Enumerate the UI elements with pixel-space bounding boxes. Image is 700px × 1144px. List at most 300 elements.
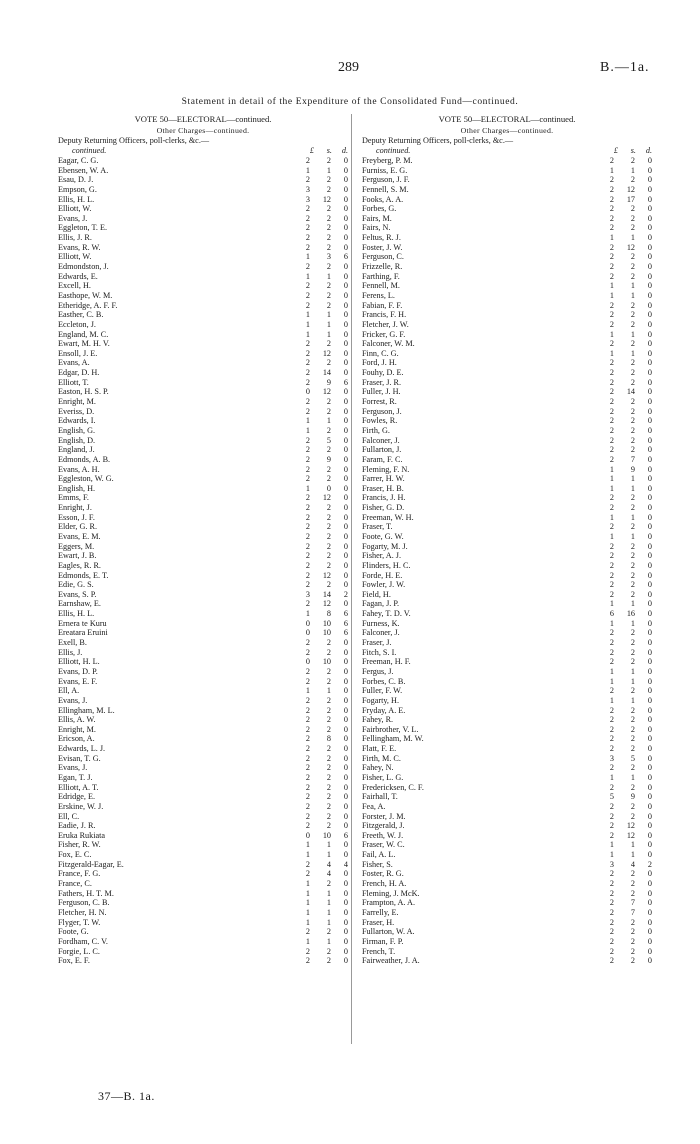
amount-shillings: 2 xyxy=(630,493,635,503)
amount-pence: 0 xyxy=(647,165,652,175)
amount-shillings: 2 xyxy=(630,715,635,725)
category-continued-row xyxy=(58,146,348,156)
entry-row xyxy=(58,667,348,677)
amount-shillings: 2 xyxy=(630,628,635,638)
payee-name: Freeth, W. J. xyxy=(362,830,404,840)
amount-pounds: 2 xyxy=(305,570,310,580)
amount-pounds: 3 xyxy=(305,184,310,194)
amount-pence: 0 xyxy=(647,483,652,493)
amount-pence: 0 xyxy=(647,397,652,407)
payee-name: Eggleton, T. E. xyxy=(58,223,108,233)
amount-pounds: 2 xyxy=(305,676,310,686)
entry-row xyxy=(58,426,348,436)
amount-pence: 0 xyxy=(343,782,348,792)
amount-pence: 0 xyxy=(343,493,348,503)
entry-row xyxy=(362,349,652,359)
amount-shillings: 2 xyxy=(326,927,331,937)
entry-row xyxy=(58,465,348,475)
amount-pounds: 1 xyxy=(609,464,614,474)
amount-pence: 0 xyxy=(343,956,348,966)
amount-shillings: 2 xyxy=(630,522,635,532)
amount-shillings: 2 xyxy=(630,406,635,416)
amount-shillings: 8 xyxy=(326,609,331,619)
amount-shillings: 2 xyxy=(326,242,331,252)
entry-row xyxy=(58,937,348,947)
amount-pence: 0 xyxy=(343,724,348,734)
amount-pence: 6 xyxy=(343,618,348,628)
amount-pounds: 3 xyxy=(609,753,614,763)
entry-row xyxy=(362,638,652,648)
entry-row xyxy=(58,725,348,735)
entry-row xyxy=(58,358,348,368)
amount-pence: 0 xyxy=(647,406,652,416)
entry-row xyxy=(362,387,652,397)
amount-shillings: 1 xyxy=(630,233,635,243)
amount-pounds: 1 xyxy=(609,348,614,358)
payee-name: Forde, H. E. xyxy=(362,570,403,580)
amount-pounds: 1 xyxy=(609,531,614,541)
amount-pence: 0 xyxy=(343,454,348,464)
entry-row xyxy=(362,619,652,629)
payee-name: Fea, A. xyxy=(362,801,386,811)
entry-row xyxy=(362,185,652,195)
payee-name: Fredericksen, C. F. xyxy=(362,782,424,792)
left-column xyxy=(58,114,348,966)
amount-pence: 0 xyxy=(343,233,348,243)
amount-shillings: 2 xyxy=(326,946,331,956)
entry-row xyxy=(362,330,652,340)
payee-name: Edwards, I. xyxy=(58,416,96,426)
entry-row xyxy=(362,358,652,368)
amount-pounds: 2 xyxy=(305,647,310,657)
payee-name: Fitzgerald-Eagar, E. xyxy=(58,859,124,869)
amount-pounds: 2 xyxy=(305,580,310,590)
category-heading: Deputy Returning Officers, poll-clerks, &c.— xyxy=(362,136,514,145)
amount-shillings: 2 xyxy=(630,657,635,667)
entry-row xyxy=(58,812,348,822)
payee-name: Falconer, W. M. xyxy=(362,339,415,349)
amount-pence: 0 xyxy=(647,425,652,435)
amount-shillings: 2 xyxy=(630,936,635,946)
amount-shillings: 2 xyxy=(630,204,635,214)
payee-name: Everiss, D. xyxy=(58,406,95,416)
payee-name: Ernera te Kuru xyxy=(58,618,107,628)
amount-pounds: 2 xyxy=(305,724,310,734)
amount-shillings: 2 xyxy=(326,358,331,368)
payee-name: Fordham, C. V. xyxy=(58,936,108,946)
amount-pence: 0 xyxy=(647,368,652,378)
amount-shillings: 2 xyxy=(630,416,635,426)
entry-row xyxy=(362,580,652,590)
entry-row xyxy=(58,272,348,282)
amount-pounds: 2 xyxy=(305,666,310,676)
amount-shillings: 17 xyxy=(626,194,635,204)
entry-row xyxy=(362,262,652,272)
amount-pounds: 2 xyxy=(305,522,310,532)
entry-row xyxy=(58,195,348,205)
amount-pounds: 2 xyxy=(609,956,614,966)
amount-shillings: 2 xyxy=(326,773,331,782)
payee-name: Fraser, T. xyxy=(362,522,393,532)
amount-shillings: 1 xyxy=(326,840,331,850)
entry-row xyxy=(362,532,652,542)
entry-row xyxy=(58,339,348,349)
entry-row xyxy=(362,947,652,957)
amount-pounds: 1 xyxy=(609,165,614,175)
payee-name: Ebensen, W. A. xyxy=(58,165,109,175)
payee-name: Fullarton, J. xyxy=(362,445,402,455)
amount-shillings: 5 xyxy=(326,435,331,445)
amount-pounds: 1 xyxy=(609,483,614,493)
amount-pounds: 2 xyxy=(609,204,614,214)
payee-name: Fricker, G. F. xyxy=(362,329,406,339)
category-heading: Deputy Returning Officers, poll-clerks, &c.— xyxy=(58,136,210,145)
entry-row xyxy=(362,667,652,677)
amount-pence: 0 xyxy=(647,454,652,464)
amount-shillings: 2 xyxy=(630,638,635,648)
amount-pounds: 2 xyxy=(609,454,614,464)
entry-row xyxy=(58,628,348,638)
amount-pounds: 2 xyxy=(609,368,614,378)
payee-name: Fowles, R. xyxy=(362,416,398,426)
amount-pence: 0 xyxy=(343,339,348,349)
amount-pence: 0 xyxy=(647,194,652,204)
amount-pence: 0 xyxy=(647,252,652,262)
amount-pence: 0 xyxy=(647,686,652,696)
amount-pounds: 0 xyxy=(305,657,310,667)
amount-pence: 0 xyxy=(343,474,348,484)
payee-name: Fogarty, M. J. xyxy=(362,541,408,551)
entry-row xyxy=(362,378,652,388)
payee-name: Field, H. xyxy=(362,589,391,599)
amount-shillings: 2 xyxy=(630,734,635,744)
amount-shillings: 2 xyxy=(630,541,635,551)
payee-name: Fairhall, T. xyxy=(362,792,398,802)
entry-row xyxy=(362,436,652,446)
amount-shillings: 1 xyxy=(630,695,635,705)
entry-row xyxy=(58,821,348,831)
amount-pounds: 2 xyxy=(305,213,310,223)
amount-pence: 0 xyxy=(647,435,652,445)
amount-pounds: 1 xyxy=(609,233,614,243)
amount-pence: 0 xyxy=(343,397,348,407)
amount-pence: 0 xyxy=(647,840,652,850)
amount-pence: 0 xyxy=(343,551,348,561)
amount-pence: 0 xyxy=(343,840,348,850)
amount-shillings: 2 xyxy=(326,715,331,725)
amount-shillings: 2 xyxy=(630,782,635,792)
payee-name: Eagar, C. G. xyxy=(58,156,99,165)
amount-shillings: 2 xyxy=(630,580,635,590)
payee-name: Fryday, A. E. xyxy=(362,705,406,715)
entry-row xyxy=(58,744,348,754)
amount-pence: 0 xyxy=(647,724,652,734)
payee-name: Fisher, S. xyxy=(362,859,393,869)
amount-pence: 0 xyxy=(343,927,348,937)
amount-shillings: 2 xyxy=(630,213,635,223)
amount-shillings: 2 xyxy=(630,368,635,378)
amount-pence: 0 xyxy=(647,888,652,898)
amount-pence: 0 xyxy=(647,666,652,676)
amount-pence: 0 xyxy=(647,262,652,272)
amount-shillings: 2 xyxy=(326,233,331,243)
amount-shillings: 2 xyxy=(630,445,635,455)
amount-shillings: 1 xyxy=(326,686,331,696)
amount-pence: 0 xyxy=(343,358,348,368)
payee-name: Francis, F. H. xyxy=(362,310,407,320)
amount-shillings: 1 xyxy=(326,310,331,320)
amount-pounds: 2 xyxy=(609,184,614,194)
payee-name: Fraser, H. xyxy=(362,917,395,927)
amount-shillings: 2 xyxy=(326,666,331,676)
entry-row xyxy=(362,204,652,214)
payee-name: Freeman, W. H. xyxy=(362,512,414,522)
payee-name: Faram, F. C. xyxy=(362,454,403,464)
entry-row xyxy=(58,686,348,696)
amount-pence: 0 xyxy=(647,184,652,194)
amount-pounds: 2 xyxy=(609,416,614,426)
amount-pence: 0 xyxy=(647,744,652,754)
category-heading-row xyxy=(362,136,652,146)
payee-name: Farrer, H. W. xyxy=(362,474,405,484)
payee-name: Flatt, F. E. xyxy=(362,744,397,754)
amount-pence: 0 xyxy=(343,936,348,946)
payee-name: Easther, C. B. xyxy=(58,310,104,320)
payee-name: Ford, J. H. xyxy=(362,358,397,368)
amount-pounds: 2 xyxy=(609,156,614,165)
amount-pounds: 1 xyxy=(305,686,310,696)
page-footer: 37—B. 1a. xyxy=(98,1089,155,1103)
entry-row xyxy=(362,725,652,735)
payee-name: Eagles, R. R. xyxy=(58,560,101,570)
amount-shillings: 2 xyxy=(630,223,635,233)
amount-pence: 0 xyxy=(647,801,652,811)
amount-shillings: 2 xyxy=(326,425,331,435)
amount-pounds: 2 xyxy=(305,695,310,705)
amount-pence: 0 xyxy=(343,888,348,898)
entry-row xyxy=(362,214,652,224)
amount-pence: 0 xyxy=(343,512,348,522)
amount-pence: 0 xyxy=(647,223,652,233)
entry-row xyxy=(362,956,652,966)
amount-pence: 0 xyxy=(647,560,652,570)
entry-row xyxy=(362,368,652,378)
amount-shillings: 7 xyxy=(630,898,635,908)
payee-name: Foote, G. xyxy=(58,927,89,937)
amount-pounds: 2 xyxy=(609,927,614,937)
payee-name: Excell, H. xyxy=(58,281,91,291)
payee-name: Evans, D. P. xyxy=(58,666,98,676)
entry-row xyxy=(58,657,348,667)
amount-pence: 0 xyxy=(343,310,348,320)
amount-shillings: 16 xyxy=(626,609,635,619)
entry-row xyxy=(58,696,348,706)
payee-name: Fox, E. F. xyxy=(58,956,90,966)
amount-pounds: 2 xyxy=(609,252,614,262)
amount-shillings: 0 xyxy=(326,483,331,493)
amount-pence: 0 xyxy=(343,638,348,648)
entry-row xyxy=(362,937,652,947)
amount-pounds: 2 xyxy=(305,339,310,349)
entry-row xyxy=(58,484,348,494)
payee-name: Edwards, L. J. xyxy=(58,744,106,754)
amount-shillings: 1 xyxy=(326,329,331,339)
entry-row xyxy=(362,792,652,802)
payee-name: Fail, A. L. xyxy=(362,850,396,860)
payee-name: Elliott, T. xyxy=(58,377,89,387)
amount-shillings: 2 xyxy=(326,184,331,194)
payee-name: Ellis, A. W. xyxy=(58,715,96,725)
payee-name: Firth, G. xyxy=(362,425,390,435)
amount-pounds: 0 xyxy=(305,830,310,840)
entry-row xyxy=(362,397,652,407)
amount-pence: 0 xyxy=(647,522,652,532)
amount-shillings: 1 xyxy=(326,850,331,860)
payee-name: Foote, G. W. xyxy=(362,531,404,541)
amount-shillings: 2 xyxy=(630,252,635,262)
payee-name: Ellingham, M. L. xyxy=(58,705,115,715)
amount-shillings: 2 xyxy=(326,551,331,561)
payee-name: Fitch, S. I. xyxy=(362,647,397,657)
amount-pence: 0 xyxy=(343,503,348,513)
entry-row xyxy=(58,869,348,879)
payee-name: Elder, G. R. xyxy=(58,522,98,532)
entry-row xyxy=(362,657,652,667)
payee-name: France, C. xyxy=(58,879,92,889)
amount-pounds: 2 xyxy=(609,406,614,416)
amount-pounds: 2 xyxy=(305,300,310,310)
entry-row xyxy=(58,551,348,561)
payee-name: Elliott, W. xyxy=(58,204,92,214)
amount-pounds: 2 xyxy=(609,551,614,561)
payee-name: Evans, E. F. xyxy=(58,676,98,686)
entry-row xyxy=(362,252,652,262)
amount-pounds: 2 xyxy=(305,531,310,541)
payee-name: Fraser, J. xyxy=(362,638,392,648)
payee-name: Ericson, A. xyxy=(58,734,95,744)
payee-name: England, J. xyxy=(58,445,95,455)
amount-pounds: 2 xyxy=(305,368,310,378)
payee-name: Eggers, M. xyxy=(58,541,95,551)
amount-pounds: 2 xyxy=(609,782,614,792)
amount-pence: 0 xyxy=(343,368,348,378)
amount-pounds: 2 xyxy=(305,782,310,792)
amount-pounds: 2 xyxy=(609,888,614,898)
payee-name: Fox, E. C. xyxy=(58,850,92,860)
amount-pence: 0 xyxy=(343,300,348,310)
amount-pence: 0 xyxy=(647,589,652,599)
amount-pence: 0 xyxy=(647,474,652,484)
payee-name: Elliott, W. xyxy=(58,252,92,262)
amount-shillings: 2 xyxy=(630,888,635,898)
payee-name: Ewart, J. B. xyxy=(58,551,97,561)
amount-shillings: 2 xyxy=(326,397,331,407)
payee-name: England, M. C. xyxy=(58,329,109,339)
payee-name: Ewart, M. H. V. xyxy=(58,339,110,349)
entry-row xyxy=(58,166,348,176)
amount-pence: 2 xyxy=(647,859,652,869)
amount-shillings: 2 xyxy=(630,801,635,811)
amount-shillings: 2 xyxy=(630,705,635,715)
amount-shillings: 2 xyxy=(630,175,635,185)
amount-pounds: 2 xyxy=(305,454,310,464)
amount-pounds: 2 xyxy=(609,917,614,927)
amount-pence: 0 xyxy=(343,531,348,541)
amount-shillings: 9 xyxy=(630,792,635,802)
amount-shillings: 4 xyxy=(326,859,331,869)
entry-row xyxy=(362,831,652,841)
entry-row xyxy=(362,802,652,812)
amount-pounds: 0 xyxy=(305,387,310,397)
entry-row xyxy=(58,233,348,243)
amount-shillings: 9 xyxy=(630,464,635,474)
payee-name: Fisher, A. J. xyxy=(362,551,402,561)
amount-pounds: 6 xyxy=(609,609,614,619)
amount-pence: 0 xyxy=(343,522,348,532)
amount-pounds: 2 xyxy=(609,734,614,744)
amount-pounds: 1 xyxy=(305,483,310,493)
amount-pounds: 1 xyxy=(609,281,614,291)
entry-row xyxy=(58,503,348,513)
amount-pence: 0 xyxy=(343,917,348,927)
payee-name: Fahey, R. xyxy=(362,715,394,725)
amount-shillings: 2 xyxy=(326,560,331,570)
entry-row xyxy=(362,156,652,166)
payee-name: Edmondston, J. xyxy=(58,262,109,272)
amount-pence: 0 xyxy=(343,734,348,744)
amount-pounds: 2 xyxy=(609,811,614,821)
amount-shillings: 12 xyxy=(626,821,635,831)
payee-name: Evans, J. xyxy=(58,213,88,223)
amount-pence: 0 xyxy=(647,628,652,638)
amount-pounds: 2 xyxy=(609,194,614,204)
amount-shillings: 2 xyxy=(326,705,331,715)
amount-shillings: 9 xyxy=(326,377,331,387)
amount-pence: 0 xyxy=(647,445,652,455)
entry-row xyxy=(58,609,348,619)
amount-pounds: 2 xyxy=(305,859,310,869)
amount-pence: 0 xyxy=(647,830,652,840)
payee-name: Fisher, R. W. xyxy=(58,840,101,850)
entry-row xyxy=(362,542,652,552)
amount-pounds: 2 xyxy=(609,435,614,445)
amount-pence: 2 xyxy=(343,589,348,599)
entry-row xyxy=(58,397,348,407)
amount-pounds: 1 xyxy=(305,609,310,619)
amount-pence: 0 xyxy=(647,850,652,860)
amount-pence: 0 xyxy=(343,744,348,754)
payee-name: Flinders, H. C. xyxy=(362,560,411,570)
amount-shillings: 2 xyxy=(630,156,635,165)
amount-pence: 0 xyxy=(647,580,652,590)
payee-name: Egan, T. J. xyxy=(58,773,93,782)
payee-name: Fooks, A. A. xyxy=(362,194,404,204)
amount-pence: 0 xyxy=(647,512,652,522)
amount-pounds: 2 xyxy=(609,744,614,754)
payee-name: Fairs, N. xyxy=(362,223,391,233)
amount-pence: 0 xyxy=(343,570,348,580)
entry-row xyxy=(58,947,348,957)
amount-pounds: 1 xyxy=(305,319,310,329)
amount-pence: 0 xyxy=(343,262,348,272)
amount-pounds: 2 xyxy=(609,377,614,387)
payee-name: Edridge, E. xyxy=(58,792,96,802)
amount-shillings: 1 xyxy=(326,319,331,329)
amount-pence: 0 xyxy=(343,175,348,185)
entry-row xyxy=(58,252,348,262)
amount-pence: 0 xyxy=(647,782,652,792)
entry-row xyxy=(58,918,348,928)
